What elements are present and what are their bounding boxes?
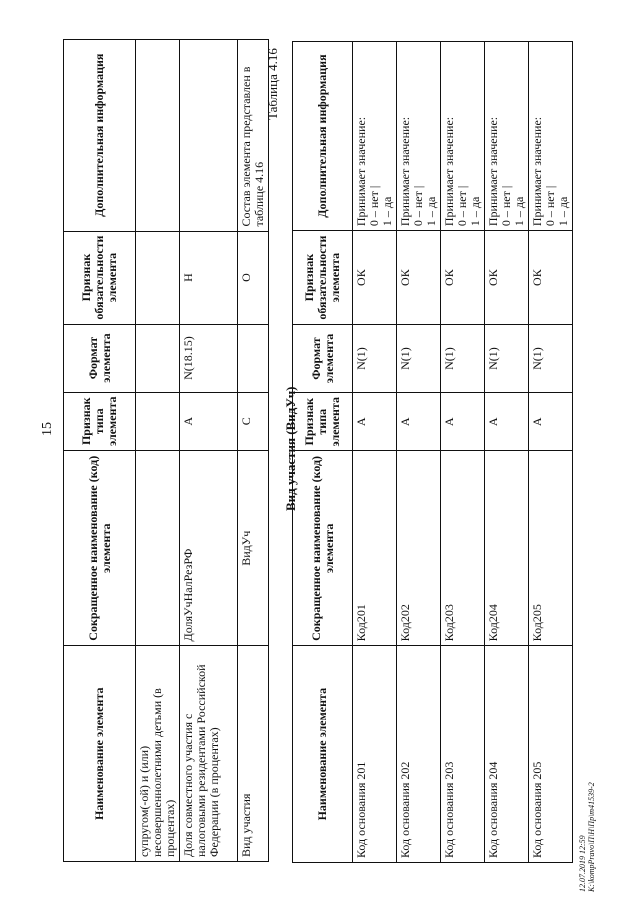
cell: А (397, 392, 441, 450)
cell: А (529, 392, 573, 450)
table-title: Вид участия (ВидУч) (283, 386, 298, 511)
info-line: Принимает значение: (486, 116, 500, 227)
table-row (353, 42, 397, 863)
info-line: 0 – нет | (455, 185, 469, 227)
table-row (397, 42, 441, 863)
cell: Код205 (529, 451, 573, 646)
header-cell: Признак обязательности элемента (64, 231, 136, 324)
header-cell: Дополнительная информация (64, 40, 136, 232)
cell: А (485, 392, 529, 450)
footer-line: 12.07.2019 12:59 (578, 835, 587, 892)
info-line: 1 – да (468, 196, 482, 227)
info-line: 1 – да (556, 196, 570, 227)
table-row (238, 40, 269, 862)
cell: Доля совместного участия с налоговыми резидентами Российской Федерации (в процентах) (180, 646, 238, 862)
header-cell: Наименование элемента (293, 646, 353, 863)
cell: ОК (353, 231, 397, 325)
cell (136, 324, 180, 392)
cell: ОК (441, 231, 485, 325)
top-table-wrapper (63, 39, 269, 862)
cell: Н (180, 231, 238, 324)
cell: ОК (397, 231, 441, 325)
cell: Код основания 204 (485, 646, 529, 863)
cell: N(1) (485, 325, 529, 393)
info-cell (353, 42, 397, 231)
header-cell: Наименование элемента (64, 646, 136, 862)
cell: ОК (529, 231, 573, 325)
header-cell: Признак обязательности элемента (293, 231, 353, 325)
info-line: 1 – да (424, 196, 438, 227)
page-number: 15 (40, 422, 55, 436)
cell: N(18.15) (180, 324, 238, 392)
cell: ОК (485, 231, 529, 325)
bottom-table-header-row (293, 42, 353, 863)
header-cell: Сокращенное наименование (код) элемента (64, 451, 136, 646)
bottom-table (292, 41, 573, 863)
info-cell (397, 42, 441, 231)
header-cell: Формат элемента (64, 324, 136, 392)
info-line: Принимает значение: (398, 116, 412, 227)
table-row (180, 40, 238, 862)
info-line: 1 – да (512, 196, 526, 227)
info-cell (529, 42, 573, 231)
header-cell: Сокращенное наименование (код) элемента (293, 451, 353, 646)
footer-line: К:\kompPravo\П\Н\Пр\т41539-2 (587, 782, 596, 892)
cell: N(1) (397, 325, 441, 393)
info-line: 0 – нет | (411, 185, 425, 227)
cell: N(1) (441, 325, 485, 393)
cell: А (353, 392, 397, 450)
table-row (441, 42, 485, 863)
info-cell (485, 42, 529, 231)
cell: А (441, 392, 485, 450)
header-cell: Признак типа элемента (293, 392, 353, 450)
info-line: Принимает значение: (442, 116, 456, 227)
cell (136, 40, 180, 232)
cell: ВидУч (238, 451, 269, 646)
cell: Код203 (441, 451, 485, 646)
bottom-table-wrapper (292, 41, 573, 863)
cell: Код основания 201 (353, 646, 397, 863)
info-line: Принимает значение: (354, 116, 368, 227)
cell: Код основания 203 (441, 646, 485, 863)
cell: N(1) (353, 325, 397, 393)
table-number: Таблица 4.16 (265, 48, 280, 120)
top-table-header-row (64, 40, 136, 862)
cell: Код202 (397, 451, 441, 646)
cell (136, 231, 180, 324)
cell: Код основания 205 (529, 646, 573, 863)
table-row (529, 42, 573, 863)
cell: А (180, 392, 238, 450)
table-row (485, 42, 529, 863)
header-cell: Формат элемента (293, 325, 353, 393)
cell (136, 451, 180, 646)
info-line: 0 – нет | (367, 185, 381, 227)
cell: ДоляУчНалРезРФ (180, 451, 238, 646)
cell: О (238, 231, 269, 324)
cell: Состав элемента представлен в таблице 4.16 (238, 40, 269, 232)
footer-stamp (578, 782, 596, 892)
top-table (63, 39, 269, 862)
header-cell: Дополнительная информация (293, 42, 353, 231)
header-cell: Признак типа элемента (64, 392, 136, 450)
info-line: 0 – нет | (543, 185, 557, 227)
cell: супругом(-ой) и (или) несовершеннолетними детьми (в процентах) (136, 646, 180, 862)
cell (180, 40, 238, 232)
info-line: Принимает значение: (530, 116, 544, 227)
table-row (136, 40, 180, 862)
cell: Код основания 202 (397, 646, 441, 863)
cell: Вид участия (238, 646, 269, 862)
cell (238, 324, 269, 392)
cell: С (238, 392, 269, 450)
info-line: 0 – нет | (499, 185, 513, 227)
cell: Код201 (353, 451, 397, 646)
cell: Код204 (485, 451, 529, 646)
cell (136, 392, 180, 450)
info-cell (441, 42, 485, 231)
info-line: 1 – да (380, 196, 394, 227)
cell: N(1) (529, 325, 573, 393)
